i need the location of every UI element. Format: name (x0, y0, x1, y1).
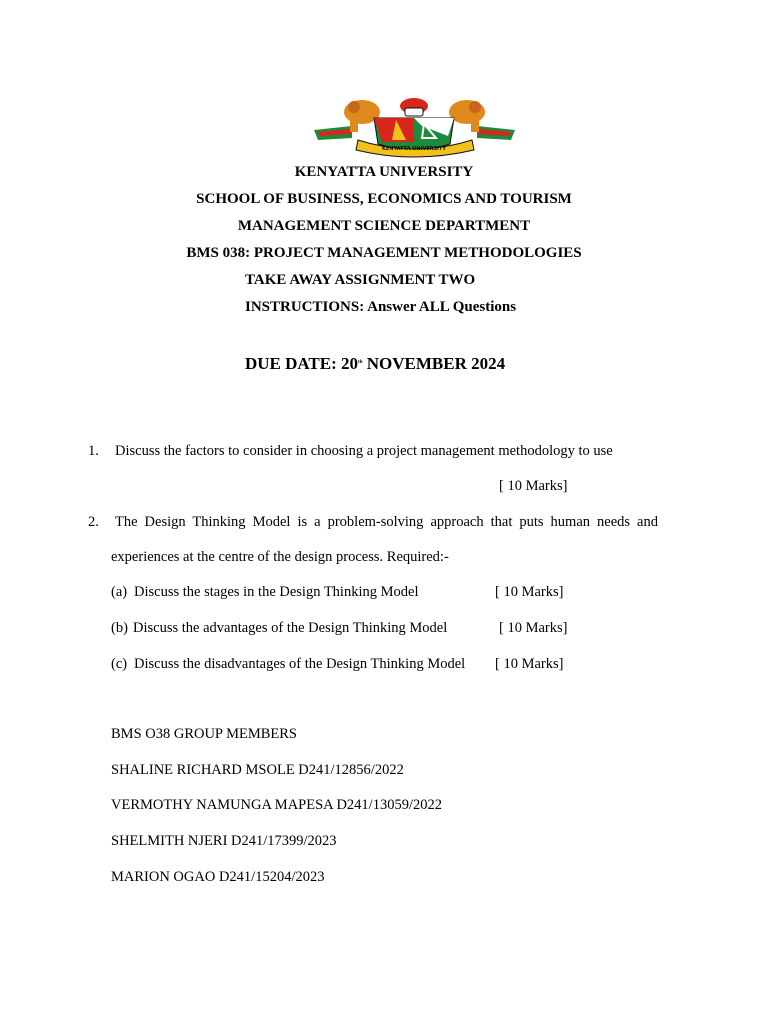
due-date-suffix: NOVEMBER 2024 (362, 354, 506, 373)
logo-banner-text: KENYATTA UNIVERSITY (382, 146, 446, 152)
university-name: KENYATTA UNIVERSITY (294, 164, 474, 180)
group-member: SHALINE RICHARD MSOLE D241/12856/2022 (111, 762, 404, 778)
due-date (245, 354, 505, 374)
due-date-sup: th (358, 360, 363, 365)
group-member: VERMOTHY NAMUNGA MAPESA D241/13059/2022 (111, 797, 442, 813)
course-title: BMS 038: PROJECT MANAGEMENT METHODOLOGIES (186, 245, 582, 261)
q1-text: Discuss the factors to consider in choosing a project management methodology to use (115, 443, 613, 459)
due-date-prefix: DUE DATE: 20 (245, 354, 359, 373)
q2a-marks: [ 10 Marks] (495, 584, 564, 600)
assignment-title: TAKE AWAY ASSIGNMENT TWO (245, 272, 476, 288)
group-member: SHELMITH NJERI D241/17399/2023 (111, 833, 337, 849)
instructions: INSTRUCTIONS: Answer ALL Questions (245, 299, 517, 315)
kenyatta-university-logo (312, 96, 517, 158)
q2b-marks: [ 10 Marks] (499, 620, 568, 636)
q2a-text: Discuss the stages in the Design Thinking Model (134, 584, 419, 600)
school-name: SCHOOL OF BUSINESS, ECONOMICS AND TOURISM (196, 191, 572, 207)
q2b-text: Discuss the advantages of the Design Thinking Model (133, 620, 448, 636)
q1-number: 1. (88, 443, 99, 459)
q2c-label: (c) (111, 656, 128, 672)
group-title: BMS O38 GROUP MEMBERS (111, 726, 297, 742)
q2c-marks: [ 10 Marks] (495, 656, 564, 672)
group-member: MARION OGAO D241/15204/2023 (111, 869, 325, 885)
q2b-label: (b) (111, 620, 128, 636)
q1-marks: [ 10 Marks] (499, 478, 568, 494)
q2-text-line1: The Design Thinking Model is a problem-solving approach that puts human needs and (115, 514, 658, 530)
q2-text-line2: experiences at the centre of the design process. Required:- (111, 549, 449, 565)
q2a-label: (a) (111, 584, 128, 600)
q2c-text: Discuss the disadvantages of the Design Thinking Model (134, 656, 466, 672)
q2-number: 2. (88, 514, 99, 530)
department-name: MANAGEMENT SCIENCE DEPARTMENT (237, 218, 531, 234)
